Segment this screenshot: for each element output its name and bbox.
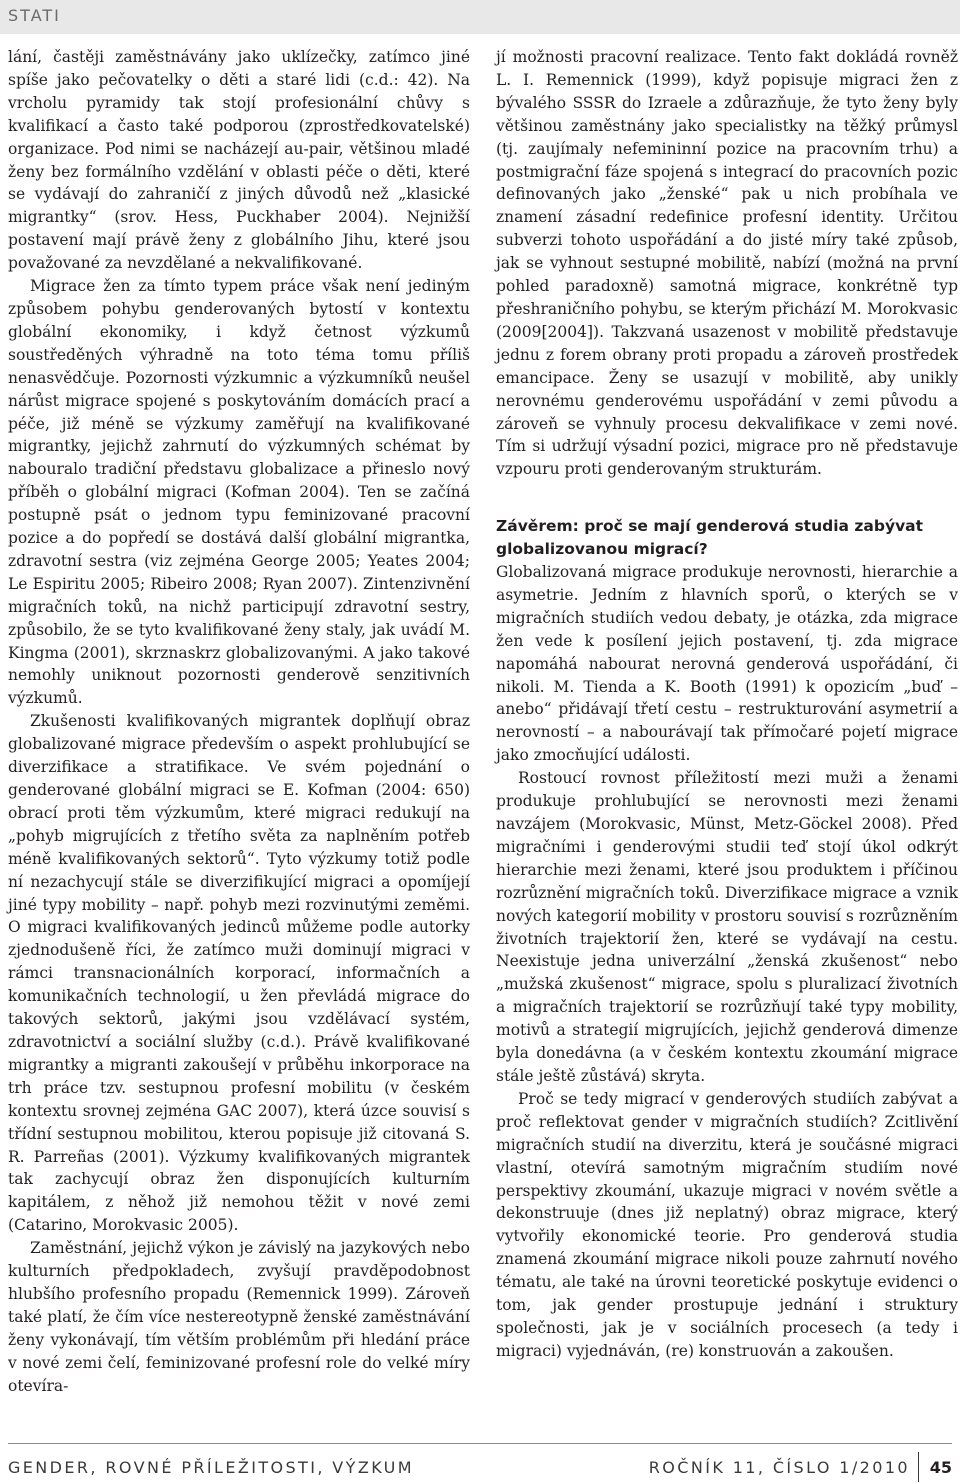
left-paragraph-1: lání, častěji zaměstnávány jako uklízečky, zatímco jiné spíše jako pečovatelky o děti a staré lidi (c.d.: 42). Na vrcholu pyramidy tak stojí profesionální chůvy s kvalifikací a často také podporou (zprostředkovatelské) organizace. Pod nimi se nacházejí au-pair, většinou mladé ženy bez formálního vzdělání v oblasti péče o děti, které se vydávají do zahraničí z jiných důvodů než „klasické migrantky“ (srov. Hess, Puckhaber 2004). Nejnižší postavení mají právě ženy z globálního Jihu, které jsou považované za nevzdělané a nekvalifikované. bbox=[8, 48, 470, 273]
right-paragraph-3: Rostoucí rovnost příležitostí mezi muži a ženami produkuje prohlubující se nerovnosti mezi ženami navzájem (Morokvasic, Münst, Metz-Göckel 2008). Před migračními i genderovými studii teď stojí úkol odkrýt hierarchie mezi ženami, které jsou produktem i příčinou rozrůznění migračních toků. Diverzifikace migrace a vznik nových kategorií mobility v prostoru souvisí s rozrůzněním životních trajektorií žen, které se vydávají na cestu. Neexistuje jedna univerzální „ženská zkušenost“ nebo „mužská zkušenost“ migrace, spolu s pluralizací životních a migračních trajektorií se rozrůzňují také typy mobility, motivů a strategií migrujících, jejichž genderová dimenze byla donedávna (a v českém kontextu zkoumání migrace stále ještě zůstává) skryta. bbox=[496, 769, 958, 1085]
footer-journal-title: GENDER, ROVNÉ PŘÍLEŽITOSTI, VÝZKUM bbox=[8, 1458, 414, 1477]
section-heading: Závěrem: proč se mají genderová studia zabývat globalizovanou migrací? bbox=[496, 517, 924, 559]
left-paragraph-2: Migrace žen za tímto typem práce však není jediným způsobem pohybu genderovaných bytostí v kontextu globální ekonomiky, i když četnost výzkumů soustředěných výhradně na toto téma tomu příliš nenasvědčuje. Pozornosti výzkumnic a výzkumníků neušel nárůst migrace spojené s poskytováním domácích prací a péče, již méně se výzkumy zaměřují na kvalifikované migrantky, jejichž zahrnutí do výzkumných schémat by nabouralo tradiční představu globalizace a přineslo nový příběh o globální migraci (Kofman 2004). Ten se začíná postupně psát o jednom typu feminizované pracovní pozice a do popředí se dostává další globální migrantka, zdravotní sestra (viz zejména George 2005; Yeates 2004; Le Espiritu 2005; Ribeiro 2008; Ryan 2007). Zintenzivnění migračních toků, na nichž participují zdravotní sestry, způsobilo, že se tyto kvalifikované ženy staly, jak uvádí M. Kingma (2001), skrznaskrz globalizovanými. A jako takové nemohly uniknout pozornosti genderově senzitivních výzkumů. bbox=[8, 277, 470, 708]
right-paragraph-2: Globalizovaná migrace produkuje nerovnosti, hierarchie a asymetrie. Jedním z hlavních sporů, o kterých se v migračních studiích vedou debaty, je otázka, zda migrace žen vede k posílení jejich postavení, tj. zda migrace napomáhá nabourat nerovná genderová uspořádání, či nikoli. M. Tienda a K. Booth (1991) k opozicím „buď – anebo“ přidávají třetí cestu – restrukturování asymetrií a nerovností – a nabourávají tak přímočaré pojetí migrace jako zmocňující události. bbox=[496, 563, 958, 765]
left-paragraph-4: Zaměstnání, jejichž výkon je závislý na jazykových nebo kulturních předpokladech, zvyšují pravděpodobnost hlubšího profesního propadu (Remennick 1999). Zároveň také platí, že čím více nestereotypně ženské zaměstnávání ženy vykonávají, tím větším problémům při hledání práce v nové zemi čelí, feminizované profesní role do velké míry otevíra- bbox=[8, 1239, 470, 1395]
section-label: STATI bbox=[8, 6, 61, 25]
left-column bbox=[8, 46, 470, 1397]
page-number: 45 bbox=[929, 1458, 952, 1477]
right-column bbox=[496, 46, 958, 1363]
footer-issue-info: ROČNÍK 11, ČÍSLO 1/2010 bbox=[648, 1458, 910, 1477]
right-paragraph-1: jí možnosti pracovní realizace. Tento fakt dokládá rovněž L. I. Remennick (1999), když popisuje migraci žen z bývalého SSSR do Izraele a zdůrazňuje, že tyto ženy byly většinou zaměstnány jako specialistky na těžký průmysl (tj. zaujímaly nefemininní pozice na pracovním trhu) a postmigrační fáze spojená s integrací do pracovních pozic definovaných jako „ženské“ pak u nich probíhala ve znamení zásadní redefinice profesní identity. Určitou subverzi tohoto uspořádání a do jisté míry také způsob, jak se vyhnout sestupné mobilitě, nabízí (možná na první pohled paradoxně) samotná migrace, konkrétně typ přeshraničního pohybu, se kterým přichází M. Morokvasic (2009[2004]). Takzvaná usazenost v mobilitě představuje jednu z forem obrany proti propadu a zároveň prostředek emancipace. Ženy se usazují v mobilitě, aby unikly nerovnému genderovému uspořádání v zemi původu a zároveň se vyhnuly procesu dekvalifikace v zemi nové. Tím si udržují výsadní pozici, migrace pro ně představuje vzpouru proti genderovaným strukturám. bbox=[496, 48, 958, 479]
footer-separator bbox=[918, 1452, 919, 1482]
left-paragraph-3: Zkušenosti kvalifikovaných migrantek doplňují obraz globalizované migrace především o aspekt prohlubující se diverzifikace a stratifikace. Ve svém pojednání o genderované globální migraci se E. Kofman (2004: 650) obrací proti těm výzkumům, které migraci redukují na „pohyb migrujících z třetího světa za naplněním potřeb méně kvalifikovaných sektorů“. Tyto výzkumy totiž podle ní nezachycují stále se diverzifikující migraci a opomíjejí jiné typy mobility – např. pohyb mezi rozvinutými zeměmi. O migraci kvalifikovaných jedinců můžeme podle autorky zjednodušeně říci, že zatímco muži dominují migraci v rámci transnacionálních korporací, informačních a komunikačních technologií, u žen převládá migrace do takových sektorů, jakými jsou vzdělávací systém, zdravotnictví a sociální služby (c.d.). Právě kvalifikované migrantky a migranti zakoušejí v průběhu inkorporace na trh práce tzv. sestupnou profesní mobilitu (v českém kontextu srovnej zejména GAC 2007), která úzce souvisí s třídní sestupnou mobilitou, kterou popisuje již citovaná S. R. Parreñas (2001). Výzkumy kvalifikovaných migrantek tak zachycují obraz žen disponujících kulturním kapitálem, z něhož již nemohou těžit v nové zemi (Catarino, Morokvasic 2005). bbox=[8, 712, 470, 1235]
section-header-band bbox=[0, 0, 960, 34]
footer-divider bbox=[8, 1443, 952, 1444]
right-paragraph-4: Proč se tedy migrací v genderových studiích zabývat a proč reflektovat gender v migračních studiích? Zcitlivění migračních studií na diverzitu, která je součásné migraci vlastní, otevírá samotným migračním studiím nové perspektivy zkoumání, ukazuje migraci v novém světle a dekonstruuje (dnes již neplatný) obraz migrace, který vytvořily ekonomické teorie. Pro genderová studia znamená zkoumání migrace nikoli pouze zahrnutí nového tématu, ale také na úrovni teoretické poskytuje evidenci o tom, jak gender prostupuje jednání i struktury společnosti, jak je v sociálních procesech (a tedy i migraci) vyjednáván, (re) konstruován a zakoušen. bbox=[496, 1089, 958, 1360]
